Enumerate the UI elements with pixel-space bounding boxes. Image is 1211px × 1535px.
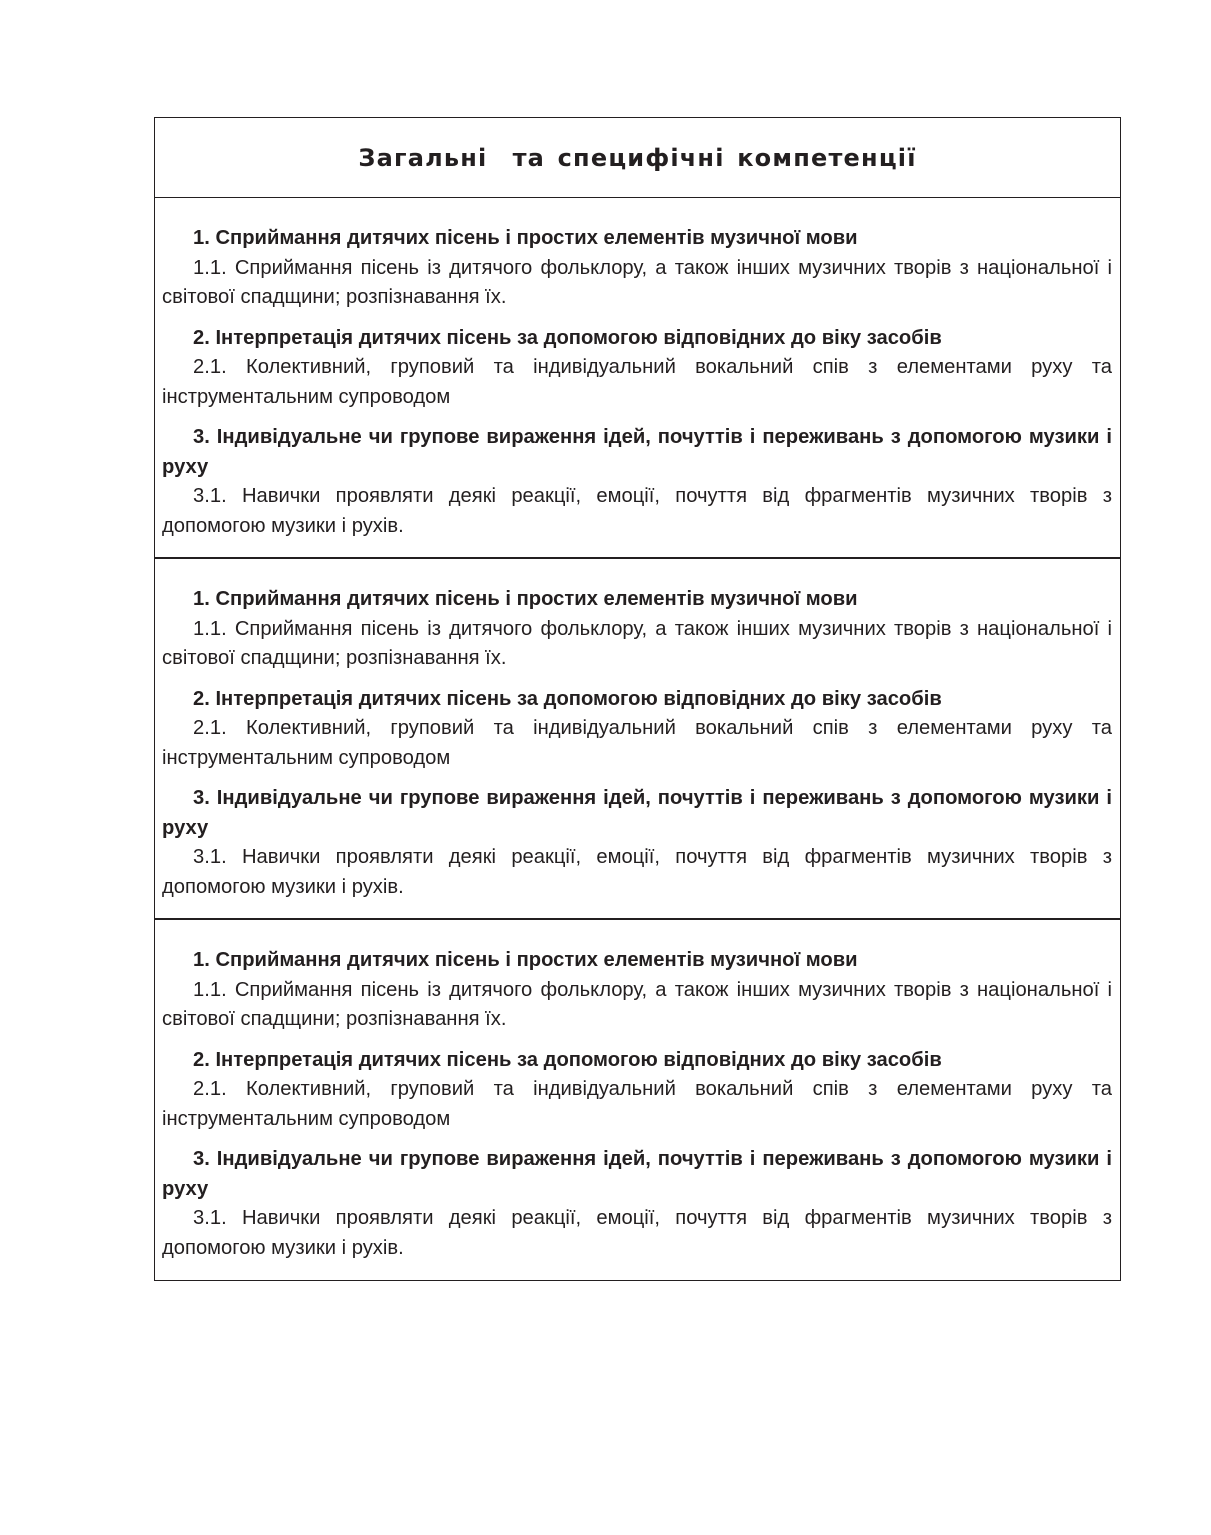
competency-item: 3.1. Навички проявляти деякі реакції, емоції, почуття від фрагментів музичних творів з допомогою музики і рухів. (162, 485, 1112, 537)
competency-item: 1.1. Сприймання пісень із дитячого фольклору, а також інших музичних творів з національної і світової спадщини; розпізнавання їх. (162, 256, 1112, 308)
competency-heading: 1. Сприймання дитячих пісень і простих елементів музичної мови (193, 949, 858, 971)
competency-section (155, 920, 1120, 1280)
competency-item: 3.1. Навички проявляти деякі реакції, емоції, почуття від фрагментів музичних творів з допомогою музики і рухів. (162, 846, 1112, 898)
competency-block (162, 685, 1112, 774)
competency-heading: 2. Інтерпретація дитячих пісень за допомогою відповідних до віку засобів (193, 1048, 942, 1071)
competency-heading: 1. Сприймання дитячих пісень і простих елементів музичної мови (193, 227, 858, 249)
competency-item: 1.1. Сприймання пісень із дитячого фольклору, а також інших музичних творів з національної і світової спадщини; розпізнавання їх. (162, 617, 1112, 669)
competency-item: 3.1. Навички проявляти деякі реакції, емоції, почуття від фрагментів музичних творів з допомогою музики і рухів. (162, 1207, 1112, 1259)
competency-heading: 2. Інтерпретація дитячих пісень за допомогою відповідних до віку засобів (193, 687, 942, 710)
competency-heading: 3. Індивідуальне чи групове вираження ідей, почуттів і переживань з допомогою музики і руху (162, 787, 1112, 839)
competency-block (162, 224, 1112, 313)
competency-item: 2.1. Колективний, груповий та індивідуальний вокальний спів з елементами руху та інструментальним супроводом (162, 1078, 1112, 1130)
competency-block (162, 784, 1112, 902)
competency-heading: 1. Сприймання дитячих пісень і простих елементів музичної мови (193, 588, 858, 610)
competency-item: 2.1. Колективний, груповий та індивідуальний вокальний спів з елементами руху та інструментальним супроводом (162, 717, 1112, 769)
table-title: Загальні та специфічні компетенції (358, 143, 917, 172)
competency-item: 1.1. Сприймання пісень із дитячого фольклору, а також інших музичних творів з національної і світової спадщини; розпізнавання їх. (162, 978, 1112, 1030)
competency-heading: 2. Інтерпретація дитячих пісень за допомогою відповідних до віку засобів (193, 326, 942, 349)
competency-heading: 3. Індивідуальне чи групове вираження ідей, почуттів і переживань з допомогою музики і руху (162, 1148, 1112, 1200)
competency-block (162, 585, 1112, 674)
competency-section (155, 198, 1120, 559)
competency-block (162, 423, 1112, 541)
competency-block (162, 1145, 1112, 1263)
competency-heading: 3. Індивідуальне чи групове вираження ідей, почуттів і переживань з допомогою музики і руху (162, 426, 1112, 478)
competencies-table (154, 117, 1121, 1281)
competency-item: 2.1. Колективний, груповий та індивідуальний вокальний спів з елементами руху та інструментальним супроводом (162, 356, 1112, 408)
competency-block (162, 1046, 1112, 1135)
competency-block (162, 946, 1112, 1035)
competency-section (155, 559, 1120, 920)
table-header-row (155, 118, 1120, 198)
competency-block (162, 324, 1112, 413)
